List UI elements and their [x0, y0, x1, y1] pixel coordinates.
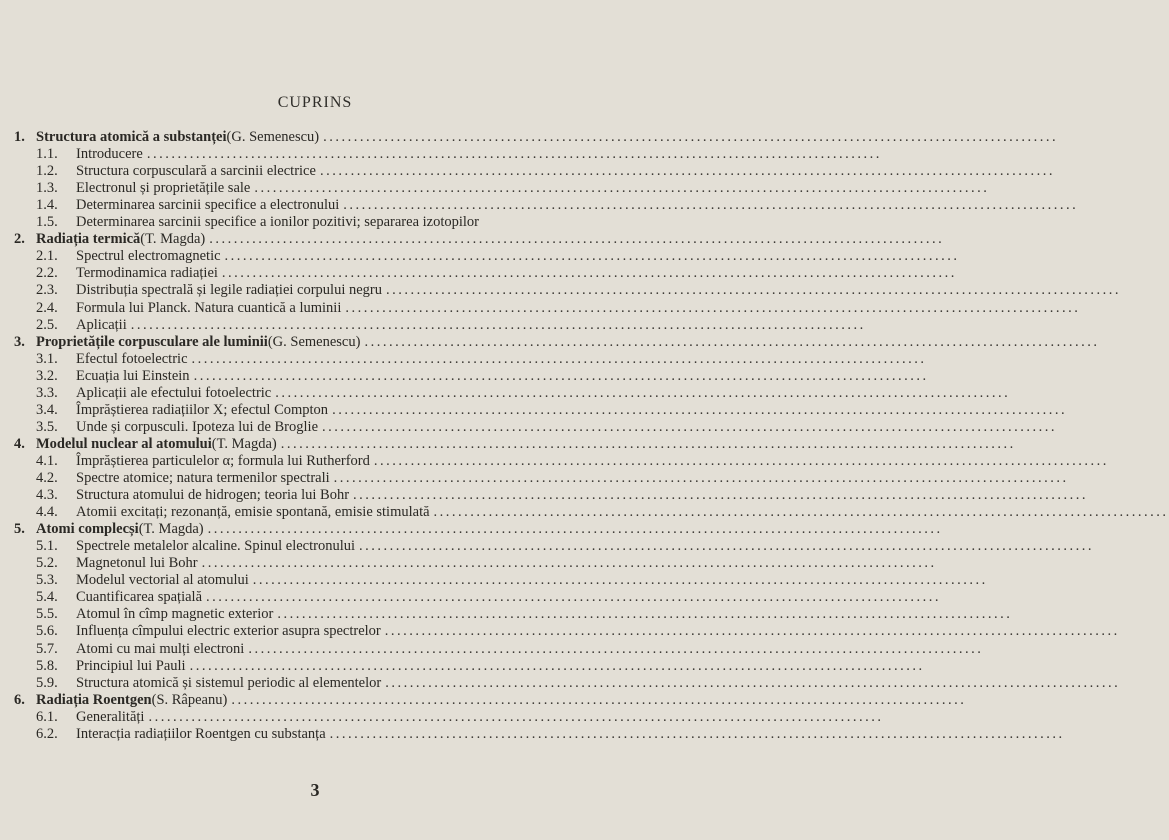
- toc-entry-title: Interacția radiațiilor Roentgen cu substanța: [76, 725, 326, 742]
- toc-section-entry: [36, 367, 929, 385]
- dot-leader: ........................................................................................................................: [148, 708, 884, 725]
- toc-section-entry: [36, 196, 1079, 214]
- toc-entry-number: 5.4.: [36, 589, 58, 606]
- toc-entry-number: 1.3.: [36, 180, 58, 197]
- toc-entry-title: Atomul în cîmp magnetic exterior: [76, 606, 274, 623]
- toc-entry-title: Aplicații: [76, 316, 127, 333]
- toc-section-entry: [36, 640, 984, 658]
- toc-entry-title: Atomi cu mai mulți electroni: [76, 640, 245, 657]
- toc-entry-author: (G. Semenescu): [226, 129, 320, 145]
- toc-section-entry: [36, 708, 884, 726]
- toc-chapter-entry: [14, 230, 945, 248]
- toc-entry-number: 4.: [14, 435, 25, 452]
- toc-entry-number: 5.5.: [36, 606, 58, 623]
- toc-section-entry: [36, 571, 988, 589]
- dot-leader: ........................................................................................................................: [130, 316, 866, 333]
- toc-entry-title: Electronul și proprietățile sale: [76, 180, 251, 197]
- toc-entry-title: Introducere: [76, 146, 143, 163]
- toc-entry-title: Aplicații ale efectului fotoelectric: [76, 384, 272, 401]
- toc-entry-title: Termodinamica radiației: [76, 265, 218, 282]
- toc-entry-number: 5.8.: [36, 657, 58, 674]
- toc-entry-author: (T. Magda): [211, 435, 277, 452]
- toc-entry-number: 2.2.: [36, 265, 58, 282]
- toc-section-entry: [36, 674, 1121, 692]
- toc-entry-number: 1.1.: [36, 146, 58, 163]
- toc-entry-number: 3.3.: [36, 384, 58, 401]
- dot-leader: ........................................................................................................................: [275, 384, 1011, 401]
- toc-entry-number: 3.2.: [36, 367, 58, 384]
- toc-section-entry: [36, 657, 925, 675]
- toc-entry-author: (G. Semenescu): [267, 333, 361, 350]
- dot-leader: ........................................................................................................................: [189, 657, 925, 674]
- toc-entry-title: Modelul nuclear al atomului: [36, 435, 212, 452]
- toc-entry-number: 6.: [14, 691, 25, 708]
- dot-leader: ........................................................................................................................: [207, 521, 943, 538]
- dot-leader: ........................................................................................................................: [209, 231, 945, 248]
- toc-section-entry: [36, 350, 927, 368]
- dot-leader: ........................................................................................................................: [343, 197, 1079, 214]
- toc-entry-title: Principiul lui Pauli: [76, 657, 186, 674]
- toc-chapter-entry: [14, 435, 1016, 453]
- dot-leader: ........................................................................................................................: [319, 163, 1055, 180]
- toc-entry-number: 4.1.: [36, 452, 58, 469]
- toc-entry-title: Spectrele metalelor alcaline. Spinul electronului: [76, 538, 356, 555]
- toc-entry-title: Structura corpusculară a sarcinii electrice: [76, 163, 316, 180]
- toc-section-entry: [36, 384, 1011, 402]
- toc-chapter-entry: [14, 333, 1100, 351]
- toc-chapter-entry: [14, 691, 967, 709]
- dot-leader: ........................................................................................................................: [252, 572, 988, 589]
- dot-leader: ........................................................................................................................: [386, 282, 1122, 299]
- toc-entry-number: 3.4.: [36, 401, 58, 418]
- toc-section-entry: [36, 316, 866, 334]
- page-number: 3: [310, 780, 320, 800]
- toc-entry-title: Distribuția spectrală și legile radiației corpului negru: [76, 282, 383, 299]
- toc-entry-title: Structura atomică și sistemul periodic al elementelor: [76, 674, 382, 691]
- dot-leader: ........................................................................................................................: [322, 418, 1058, 435]
- toc-entry-number: 1.5.: [36, 214, 58, 231]
- toc-section-entry: [36, 725, 1065, 743]
- dot-leader: ........................................................................................................................: [231, 691, 967, 708]
- toc-section-entry: [36, 299, 1081, 317]
- toc-entry-title: Spectre atomice; natura termenilor spectrali: [76, 470, 330, 486]
- toc-entry-title: Radiația Roentgen: [36, 691, 152, 708]
- toc-section-entry: [36, 486, 1089, 504]
- toc-entry-title: Proprietățile corpusculare ale luminii: [36, 333, 268, 350]
- toc-entry-number: 3.1.: [36, 350, 58, 367]
- toc-entry-number: 4.2.: [36, 470, 58, 486]
- toc-entry-number: 5.1.: [36, 538, 58, 555]
- toc-entry-number: 2.3.: [36, 282, 58, 299]
- dot-leader: ........................................................................................................................: [345, 299, 1081, 316]
- toc-entry-number: 2.4.: [36, 299, 58, 316]
- toc-section-entry: [36, 264, 957, 282]
- toc-entry-title: Radiația termică: [36, 231, 141, 248]
- toc-entry-number: 2.5.: [36, 316, 58, 333]
- dot-leader: ........................................................................................................................: [201, 555, 937, 572]
- toc-entry-title: Cuantificarea spațială: [76, 589, 203, 606]
- toc-section-entry: [36, 503, 1169, 521]
- dot-leader: ........................................................................................................................: [193, 367, 929, 384]
- toc-entry-author: (T. Magda): [138, 521, 204, 538]
- dot-leader: ........................................................................................................................: [280, 435, 1016, 452]
- toc-section-entry: [36, 418, 1058, 436]
- toc-entry-title: Structura atomică a substanței: [36, 129, 227, 145]
- dot-leader: ........................................................................................................................: [384, 623, 1120, 640]
- toc-entry-title: Magnetonul lui Bohr: [76, 555, 198, 572]
- toc-chapter-entry: [14, 128, 1059, 146]
- dot-leader: ........................................................................................................................: [254, 180, 990, 197]
- toc-entry-number: 6.2.: [36, 725, 58, 742]
- toc-entry-number: 5.: [14, 521, 25, 538]
- toc-chapter-entry: [14, 520, 943, 538]
- page-title: CUPRINS: [277, 94, 353, 111]
- toc-entry-number: 5.9.: [36, 674, 58, 691]
- toc-entry-title: Structura atomului de hidrogen; teoria lui Bohr: [76, 487, 350, 504]
- toc-section-entry: [36, 605, 1013, 623]
- toc-entry-number: 5.6.: [36, 623, 58, 640]
- toc-entry-number: 6.1.: [36, 708, 58, 725]
- dot-leader: ........................................................................................................................: [191, 350, 927, 367]
- dot-leader: ........................................................................................................................: [224, 248, 960, 265]
- toc-section-entry: [36, 162, 1055, 180]
- toc-entry-author: (T. Magda): [140, 231, 206, 248]
- dot-leader: ........................................................................................................................: [373, 452, 1109, 469]
- toc-entry-title: Unde și corpusculi. Ipoteza lui de Broglie: [76, 418, 319, 435]
- dot-leader: ........................................................................................................................: [323, 129, 1059, 145]
- toc-entry-number: 5.2.: [36, 555, 58, 572]
- dot-leader: ........................................................................................................................: [353, 487, 1089, 504]
- toc-entry-title: Determinarea sarcinii specifice a electronului: [76, 197, 340, 214]
- dot-leader: ........................................................................................................................: [364, 333, 1100, 350]
- toc-section-entry: [36, 537, 1095, 555]
- toc-entry-number: 1.4.: [36, 197, 58, 214]
- toc-section-entry: [36, 281, 1122, 299]
- toc-section-entry: [36, 247, 960, 265]
- toc-section-entry: [36, 469, 1069, 487]
- toc-entry-number: 5.7.: [36, 640, 58, 657]
- dot-leader: ........................................................................................................................: [332, 401, 1068, 418]
- dot-leader: ........................................................................................................................: [221, 265, 957, 282]
- toc-entry-title: Atomi complecși: [36, 521, 139, 538]
- toc-entry-title: Împrăștierea particulelor α; formula lui Rutherford: [76, 452, 370, 469]
- toc-entry-number: 1.2.: [36, 163, 58, 180]
- dot-leader: ........................................................................................................................: [146, 146, 882, 163]
- toc-entry-title: Atomii excitați; rezonanță, emisie spontană, emisie stimulată: [76, 504, 430, 521]
- toc-section-entry: [36, 554, 937, 572]
- toc-entry-title: Generalități: [76, 708, 145, 725]
- toc-entry-number: 3.: [14, 333, 25, 350]
- dot-leader: ........................................................................................................................: [385, 674, 1121, 691]
- dot-leader: ........................................................................................................................: [277, 606, 1013, 623]
- toc-section-entry: [36, 213, 598, 231]
- toc-entry-number: 3.5.: [36, 418, 58, 435]
- toc-entry-number: 2.: [14, 231, 25, 248]
- dot-leader: ........................................................................................................................: [359, 538, 1095, 555]
- toc-section-entry: [36, 588, 942, 606]
- toc-entry-number: 4.4.: [36, 504, 58, 521]
- toc-entry-title: Determinarea sarcinii specifice a ionilor pozitivi; separarea izotopilor: [76, 214, 480, 231]
- toc-entry-author: (S. Râpeanu): [151, 691, 228, 708]
- dot-leader: ........................................................................................................................: [433, 504, 1169, 521]
- dot-leader: ........................................................................................................................: [206, 589, 942, 606]
- toc-entry-title: Împrăștierea radiațiilor X; efectul Compton: [76, 401, 329, 418]
- toc-entry-number: 2.1.: [36, 248, 58, 265]
- toc-section-entry: [36, 145, 882, 163]
- dot-leader: ........................................................................................................................: [333, 470, 1069, 486]
- toc-entry-title: Efectul fotoelectric: [76, 350, 188, 367]
- toc-entry-title: Influența cîmpului electric exterior asupra spectrelor: [76, 623, 381, 640]
- toc-entry-number: 1.: [14, 129, 25, 145]
- toc-entry-title: Ecuația lui Einstein: [76, 367, 190, 384]
- toc-section-entry: [36, 179, 990, 197]
- toc-entry-title: Modelul vectorial al atomului: [76, 572, 249, 589]
- toc-entry-title: Formula lui Planck. Natura cuantică a luminii: [76, 299, 342, 316]
- toc-entry-number: 5.3.: [36, 572, 58, 589]
- toc-entry-title: Spectrul electromagnetic: [76, 248, 221, 265]
- toc-section-entry: [36, 452, 1109, 470]
- dot-leader: ........................................................................................................................: [329, 725, 1065, 742]
- toc-section-entry: [36, 401, 1068, 419]
- toc-entry-number: 4.3.: [36, 487, 58, 504]
- toc-section-entry: [36, 622, 1120, 640]
- dot-leader: ........................................................................................................................: [248, 640, 984, 657]
